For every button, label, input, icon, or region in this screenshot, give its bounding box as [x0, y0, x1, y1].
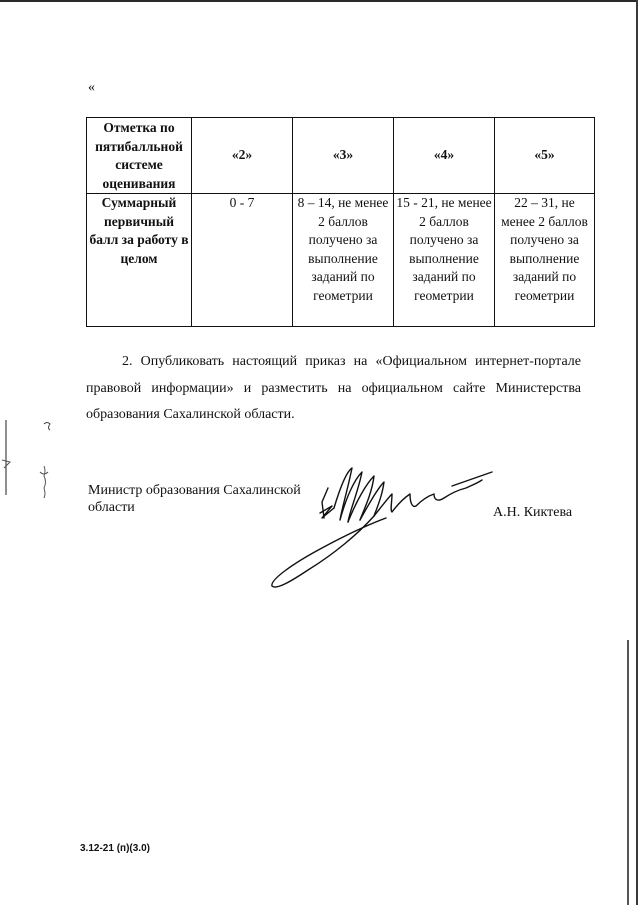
grade-conversion-table [86, 117, 595, 327]
grade-3-header: «3» [293, 118, 394, 194]
document-code: 3.12-21 (п)(3.0) [80, 843, 150, 854]
grade-2-header: «2» [192, 118, 293, 194]
table-header-row [87, 118, 595, 194]
scan-top-edge [0, 0, 638, 2]
score-cell-grade-3: 8 – 14, не менее 2 баллов получено за выполнение заданий по геометрии [293, 194, 394, 327]
binding-margin-marks [0, 400, 60, 520]
score-cell-grade-5: 22 – 31, не менее 2 баллов получено за выполнение заданий по геометрии [495, 194, 595, 327]
minister-title: Министр образования Сахалинской области [88, 483, 301, 515]
opening-quote-mark: « [88, 80, 95, 95]
row-label-cell: Суммарный первичный балл за работу в целом [87, 194, 192, 327]
paragraph-line: образования Сахалинской области. [86, 407, 295, 422]
score-cell-grade-4: 15 - 21, не менее 2 баллов получено за выполнение заданий по геометрии [394, 194, 495, 327]
table-score-row [87, 194, 595, 327]
handwritten-signature [262, 458, 502, 598]
paragraph-line: 2. Опубликовать настоящий приказ на «Официальном интернет-портале [122, 354, 581, 369]
score-cell-grade-2: 0 - 7 [192, 194, 293, 327]
scan-right-shadow [627, 640, 629, 905]
grade-4-header: «4» [394, 118, 495, 194]
publication-paragraph [86, 349, 581, 429]
signer-name: А.Н. Киктева [493, 505, 573, 520]
grade-5-header: «5» [495, 118, 595, 194]
paragraph-line: правовой информации» и разместить на официальном сайте Министерства [86, 380, 581, 396]
header-label-cell: Отметка по пятибалльной системе оценивания [87, 118, 192, 194]
